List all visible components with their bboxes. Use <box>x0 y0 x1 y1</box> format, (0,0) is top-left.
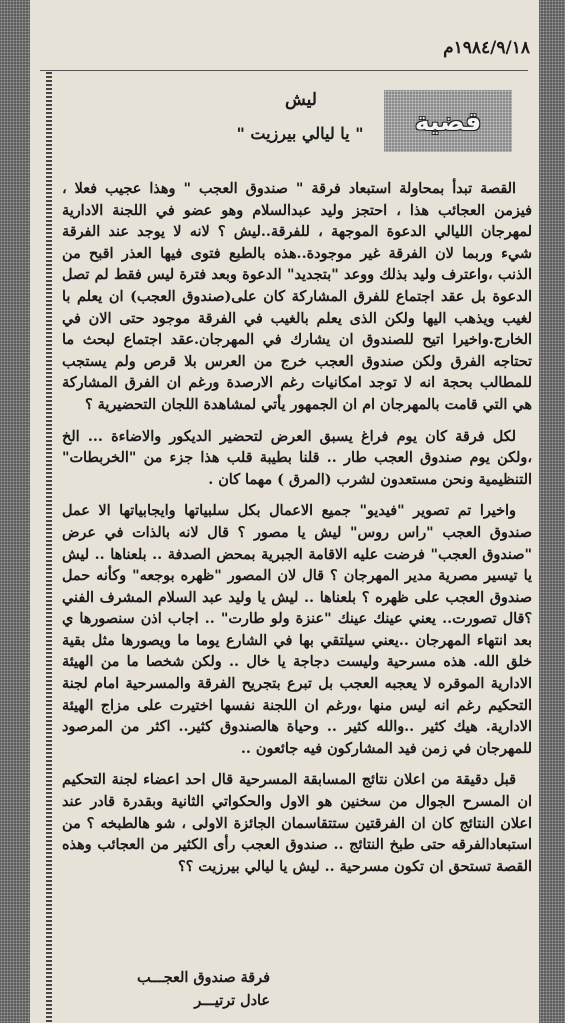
article-paragraph: قبل دقيقة من اعلان نتائج المسابقة المسرحية قال احد اعضاء لجنة التحكيم ان المسرح الجوال من سخنين هو الاول والحكواتي الثانية وبقدرة قادر عند اعلان النتائج كان ان الفرقتين ستتقاسمان الجائزة الاولى ، شو هالطبخه ؟ من استبعادالفرقه حتى طبخ النتائج .. صندوق العجب رأى الكثير من العجائب وهذه القصة تستحق ان تكون مسرحية .. ليش يا ليالي بيرزيت ؟؟ <box>62 771 532 875</box>
left-halftone-margin <box>0 0 30 1023</box>
article-paragraph: واخيرا تم تصوير "فيديو" جميع الاعمال بكل سلبياتها وايجابياتها الا عمل صندوق العجب "راس روس" ليش يا مصور ؟ قال لانه بالذات في عرض "صندوق العجب" فرضت عليه الاقامة الجبرية بمحض الصدفة .. بلعناها .. ليش يا تيسير مصرية مدير المهرجان ؟ قال لان المصور "ظهره بوجعه" وكأنه حمل صندوق العجب على ظهره ؟ بلعناها .. ليش يا وليد عبد السلام المشرف الفني ؟قال تصورت.. يعني عينك عينك "عنزة ولو طارت" .. اجاب اذن سنصورها ي بعد انتهاء المهرجان ..يعني سيلتقي بها في الشارع يوما ما ويصورها مثل بقية خلق الله. هذه مسرحية وليست دجاجة يا خال .. ولكن شخصا ما من الهيئة الادارية الموقره لا يعجبه العجب بل تبرع بتجريح الفرقة والمسرحية امام لجنة التحكيم رغم انه ليس منها ،ورغم ان اللجنة نفسها اختيرت على مزاج الهيئة الادارية. هيك كثير ..والله كثير .. وحياة هالصندوق كثير.. اكثر من المرصود للمهرجان في زمن فيد المشاركون فيه جائعون .. <box>62 502 532 757</box>
section-badge-label: قضية <box>414 106 482 136</box>
signature-author: عادل ترتيـــر <box>194 992 270 1009</box>
newspaper-clipping <box>30 0 539 1023</box>
article-body <box>62 178 532 887</box>
article-paragraph: القصة تبدأ بمحاولة استبعاد فرقة " صندوق العجب " وهذا عجيب فعلا ، فيزمن العجائب هذا ، احتجز وليد عبدالسلام وهو عضو في اللجنة الادارية لمهرجان الليالي الدعوة الموجهة ، للفرقة..ليش ؟ لانه لا يوجد عند الفرقة شيء وربما لان الفرقة غير موجودة..هذه بالطبع فتوى فيها العذر اقبح من الذنب ،واعترف وليد بذلك ووعد "بتجديد" الدعوة وبعد فترة ليس فقط لم تصل الدعوة بل عقد اجتماع للفرق المشاركة كان على(صندوق العجب) ان يعلم با لغيب ويذهب اليها ولكن الذى يعلم بالغيب في الفرقة موجود حتى الان في الخارج.واخيرا اتيح للصندوق ان يشارك في المهرجان.عقد اجتماع لبحث ما تحتاجه الفرق ولكن صندوق العجب خرج من العرس بلا قرص ولم يستجب للمطالب بحجة انه لا توجد امكانيات رغم الارصدة ورغم ان الفرق المشاركة هي التي قامت بالمهرجان ام ان الجمهور يأتي لمشاهدة اللجان التحضيرية ؟ <box>62 180 532 413</box>
section-badge <box>384 90 512 152</box>
right-halftone-margin <box>539 0 565 1023</box>
article-kicker: ليش <box>285 90 317 110</box>
publication-date: ١٩٨٤/٩/١٨م <box>443 38 530 58</box>
article-header <box>220 80 520 180</box>
article-paragraph: لكل فرقة كان يوم فراغ يسبق العرض لتحضير الديكور والاضاءة ... الخ ،ولكن يوم صندوق العجب طار .. قلنا بطيبة قلب هذا جزء من "الخربطات" التنظيمية ونحن مستعدون لشرب (المرق ) مهما كان . <box>62 427 532 488</box>
column-stripe-border <box>46 72 52 1022</box>
article-title: " يا ليالي بيرزيت " <box>236 124 364 143</box>
top-rule <box>40 70 528 71</box>
signature-group: فرقة صندوق العجـــب <box>136 969 270 986</box>
author-signature <box>100 966 270 1012</box>
